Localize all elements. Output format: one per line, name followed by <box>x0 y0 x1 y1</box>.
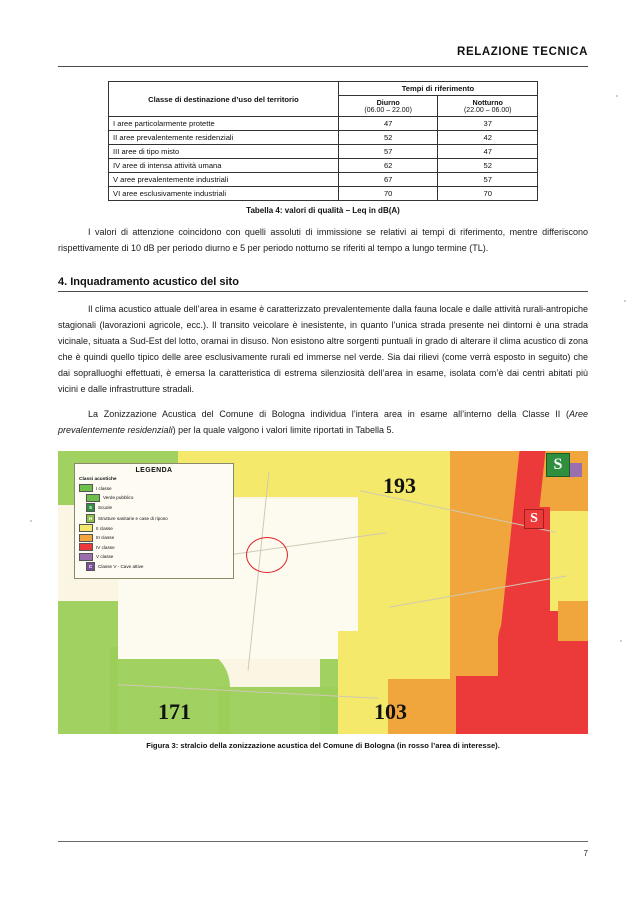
row-label: IV aree di intensa attività umana <box>109 159 339 173</box>
footer-divider <box>58 841 588 842</box>
scan-speck <box>616 95 618 97</box>
row-diurno: 67 <box>338 173 438 187</box>
row-notturno: 37 <box>438 117 538 131</box>
zone-label-171: 171 <box>158 699 191 725</box>
legend-item <box>86 514 229 523</box>
legend-item <box>79 543 229 551</box>
legend-swatch-icon <box>86 494 100 502</box>
zone-label-103: 103 <box>374 699 407 725</box>
row-diurno: 57 <box>338 145 438 159</box>
legend-item-label: Strutture sanitarie e case di riposo <box>98 515 168 521</box>
table-group-header-reference-times: Tempi di riferimento <box>338 82 537 96</box>
paragraph-clima-acustico: Il clima acustico attuale dell’area in esame è caratterizzato prevalentemente dalla fauna locale e dalle attività rurali-antropiche stagionali (lavorazioni agricole, ecc.). Il transito veicolare è inesistente, in quanto l’unica strada presente nei dintorni è una strada vicinale, situata a Sud-Est del lotto, oramai in disuso. Non esistono altre sorgenti puntuali in grado di alterare il clima acustico di zona che è quindi quello tipico delle aree esclusivamente rurali ed immerse nel verde. Sia dai rilievi (come verrà esposto in seguito) che dai sopralluoghi effettuati, è emersa la caratteristica di estrema silenziosità dell’area in esame, isolata com’è dai centri abitati più vicini e dalle infrastrutture stradali. <box>58 304 588 395</box>
legend-health-icon: H <box>86 514 95 523</box>
legend-item <box>79 553 229 561</box>
scan-speck <box>620 640 622 642</box>
legend-item-label: I classe <box>96 485 112 491</box>
area-of-interest-highlight <box>246 537 288 573</box>
document-header <box>58 0 588 67</box>
map-area-class-iv <box>456 676 546 734</box>
row-notturno: 47 <box>438 145 538 159</box>
row-label: VI aree esclusivamente industriali <box>109 187 339 201</box>
row-diurno: 70 <box>338 187 438 201</box>
legend-item-label: IV classe <box>96 544 115 550</box>
figure-caption: Figura 3: stralcio della zonizzazione acustica del Comune di Bologna (in rosso l’area di interesse). <box>146 741 500 751</box>
quality-values-table <box>108 81 538 201</box>
legend-item <box>86 562 229 571</box>
table-col-header-destination: Classe di destinazione d’uso del territorio <box>109 82 339 117</box>
legend-swatch-icon <box>79 553 93 561</box>
legend-item-label: Scuole <box>98 505 113 511</box>
legend-item <box>79 524 229 532</box>
legend-swatch-icon <box>79 524 93 532</box>
row-label: II aree prevalentemente residenziali <box>109 131 339 145</box>
legend-school-icon: S <box>86 503 95 512</box>
legend-item <box>79 484 229 492</box>
row-notturno: 42 <box>438 131 538 145</box>
paragraph-zonizzazione <box>58 406 588 438</box>
table-col-header-diurno: Diurno (06.00 – 22.00) <box>338 96 438 117</box>
table-row <box>109 187 538 201</box>
map-legend <box>74 463 234 579</box>
section-heading-inquadramento: 4. Inquadramento acustico del sito <box>58 276 588 292</box>
zone-label-193: 193 <box>383 473 416 499</box>
table-row <box>109 145 538 159</box>
scan-speck <box>624 300 626 302</box>
legend-item <box>86 503 229 512</box>
row-notturno: 52 <box>438 159 538 173</box>
table-caption: Tabella 4: valori di qualità – Leq in dB(A) <box>246 206 400 215</box>
map-area-class-ii <box>550 511 588 611</box>
row-diurno: 52 <box>338 131 438 145</box>
row-label: V aree prevalentemente industriali <box>109 173 339 187</box>
legend-subtitle: Classi acustiche <box>79 477 117 483</box>
table-col-header-notturno: Notturno (22.00 – 06.00) <box>438 96 538 117</box>
row-diurno: 47 <box>338 117 438 131</box>
row-diurno: 62 <box>338 159 438 173</box>
legend-item-label: III classe <box>96 535 115 541</box>
row-notturno: 57 <box>438 173 538 187</box>
legend-swatch-icon <box>79 484 93 492</box>
map-area-class-iii <box>558 601 588 641</box>
legend-item-label: V classe <box>96 554 114 560</box>
map-area-green <box>58 601 118 734</box>
table-row <box>109 159 538 173</box>
table-header-row <box>109 82 538 96</box>
legend-item-label: II classe <box>96 525 113 531</box>
legend-swatch-icon <box>79 534 93 542</box>
legend-item-label: Verde pubblico <box>103 495 134 501</box>
header-title: RELAZIONE TECNICA <box>457 46 588 58</box>
legend-title: LEGENDA <box>135 467 173 475</box>
school-marker-icon: S <box>524 509 544 529</box>
figure-zoning-map <box>58 451 588 734</box>
row-label: III aree di tipo misto <box>109 145 339 159</box>
legend-item-label: Classe V - Cave attive <box>98 564 144 570</box>
table-row <box>109 173 538 187</box>
page-number: 7 <box>583 849 588 858</box>
legend-swatch-icon <box>79 543 93 551</box>
legend-item <box>86 494 229 502</box>
zonizzazione-part2: ) per la quale valgono i valori limite riportati in Tabella 5. <box>172 425 395 436</box>
row-label: I aree particolarmente protette <box>109 117 339 131</box>
scan-speck <box>30 520 32 522</box>
legend-item <box>79 534 229 542</box>
header-divider <box>58 66 588 67</box>
table-row <box>109 131 538 145</box>
zonizzazione-italic: Aree prevalentemente residenziali <box>58 409 588 436</box>
row-notturno: 70 <box>438 187 538 201</box>
zonizzazione-part1: La Zonizzazione Acustica del Comune di Bologna individua l’intera area in esame all’interno della Classe II ( <box>88 409 569 420</box>
legend-quarry-icon: C <box>86 562 95 571</box>
school-marker-icon: S <box>546 453 570 477</box>
table-row <box>109 117 538 131</box>
paragraph-attention-values: I valori di attenzione coincidono con quelli assoluti di immissione se relativi ai tempi di riferimento, mentre differiscono rispettivamente di 10 dB per periodo diurno e 5 per periodo notturno se riferiti al tempo a lungo termine (TL). <box>58 227 588 254</box>
